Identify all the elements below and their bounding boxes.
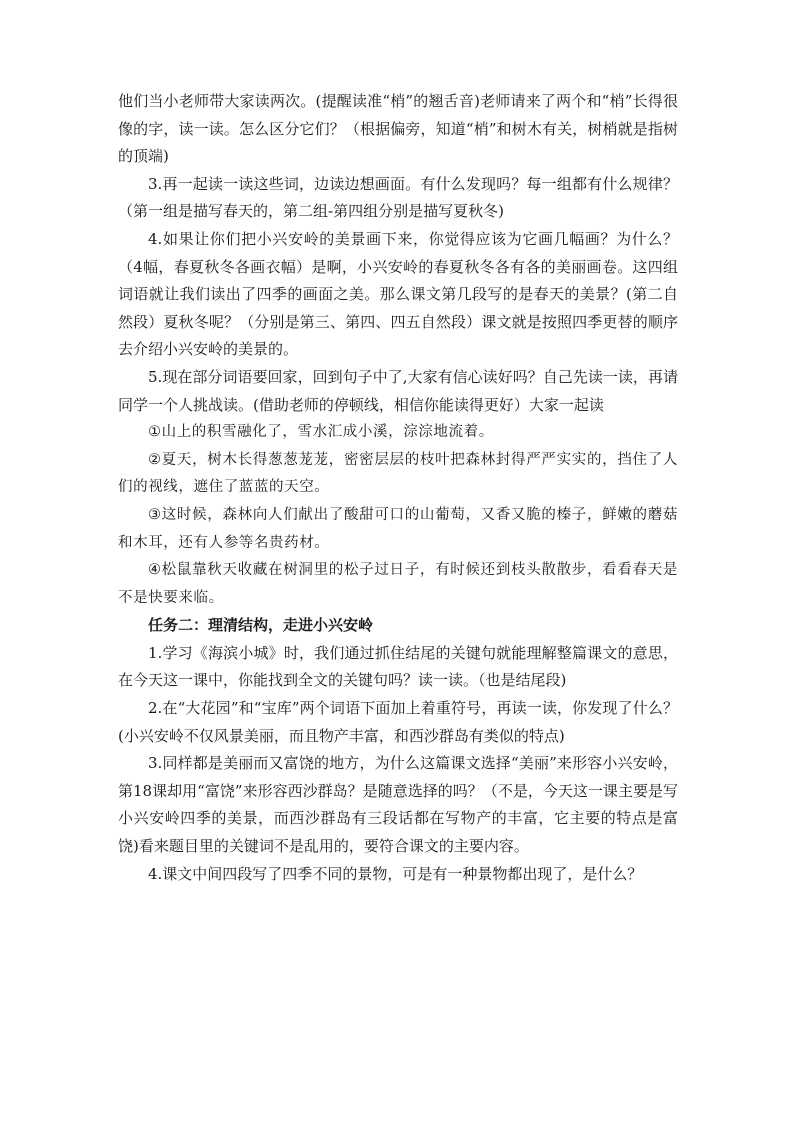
task-heading: 任务二：理清结构，走进小兴安岭 bbox=[148, 616, 374, 635]
sentence-4: ④松鼠靠秋天收藏在树洞里的松子过日子，有时候还到枝头散散步，看看春天是不是快要来临。 bbox=[118, 562, 678, 606]
task-paragraph-1: 1.学习《海滨小城》时，我们通过抓住结尾的关键句就能理解整篇课文的意思，在今天这一课中，你能找到全文的关键句吗？读一读。（也是结尾段) bbox=[118, 643, 678, 690]
task-paragraph-4: 4.课文中间四段写了四季不同的景物，可是有一种景物都出现了，是什么？ bbox=[148, 864, 643, 883]
paragraph-continuation: 他们当小老师带大家读两次。(提醒读准“梢”的翘舌音)老师请来了两个和“梢”长得很像的字，读一读。怎么区分它们？（根据偏旁，知道“梢”和树木有关，树梢就是指树的顶端) bbox=[118, 92, 678, 166]
paragraph-3: 3.再一起读一读这些词，边读边想画面。有什么发现吗？每一组都有什么规律？（第一组是描写春天的，第二组-第四组分别是描写夏秋冬) bbox=[118, 174, 678, 221]
task-paragraph-3: 3.同样都是美丽而又富饶的地方，为什么这篇课文选择“美丽”来形容小兴安岭，第18课却用“富饶”来形容西沙群岛？是随意选择的吗？（不是，今天这一课主要是写小兴安岭四季的美景，而西沙群岛有三段话都在写物产的丰富，它主要的特点是富饶)看来题目里的关键词不是乱用的，要符合课文的主要内容。 bbox=[118, 754, 678, 856]
sentence-2: ②夏天，树木长得葱葱茏茏，密密层层的枝叶把森林封得严严实实的，挡住了人们的视线，遮住了蓝蓝的天空。 bbox=[118, 451, 678, 496]
paragraph-4: 4.如果让你们把小兴安岭的美景画下来，你觉得应该为它画几幅画？为什么？（4幅，春夏秋冬各画衣幅）是啊，小兴安岭的春夏秋冬各有各的美丽画卷。这四组词语就让我们读出了四季的画面之美。那么课文第几段写的是春天的美景？(第二自然段）夏秋冬呢？（分别是第三、第四、四五自然段）课文就是按照四季更替的顺序去介绍小兴安岭的美景的。 bbox=[118, 229, 678, 359]
document-page bbox=[118, 88, 678, 888]
task-paragraph-2: 2.在“大花园”和“宝库”两个词语下面加上着重符号，再读一读，你发现了什么？(小兴安岭不仅风景美丽，而且物产丰富，和西沙群岛有类似的特点) bbox=[118, 699, 678, 745]
sentence-1: ①山上的积雪融化了，雪水汇成小溪，淙淙地流着。 bbox=[148, 424, 494, 441]
sentence-3: ③这时候，森林向人们献出了酸甜可口的山葡萄，又香又脆的榛子，鲜嫩的蘑菇和木耳，还有人参等名贵药材。 bbox=[118, 506, 678, 551]
paragraph-5: 5.现在部分词语要回家，回到句子中了,大家有信心读好吗？自己先读一读，再请同学一个人挑战读。(借助老师的停顿线，相信你能读得更好）大家一起读 bbox=[118, 367, 678, 414]
